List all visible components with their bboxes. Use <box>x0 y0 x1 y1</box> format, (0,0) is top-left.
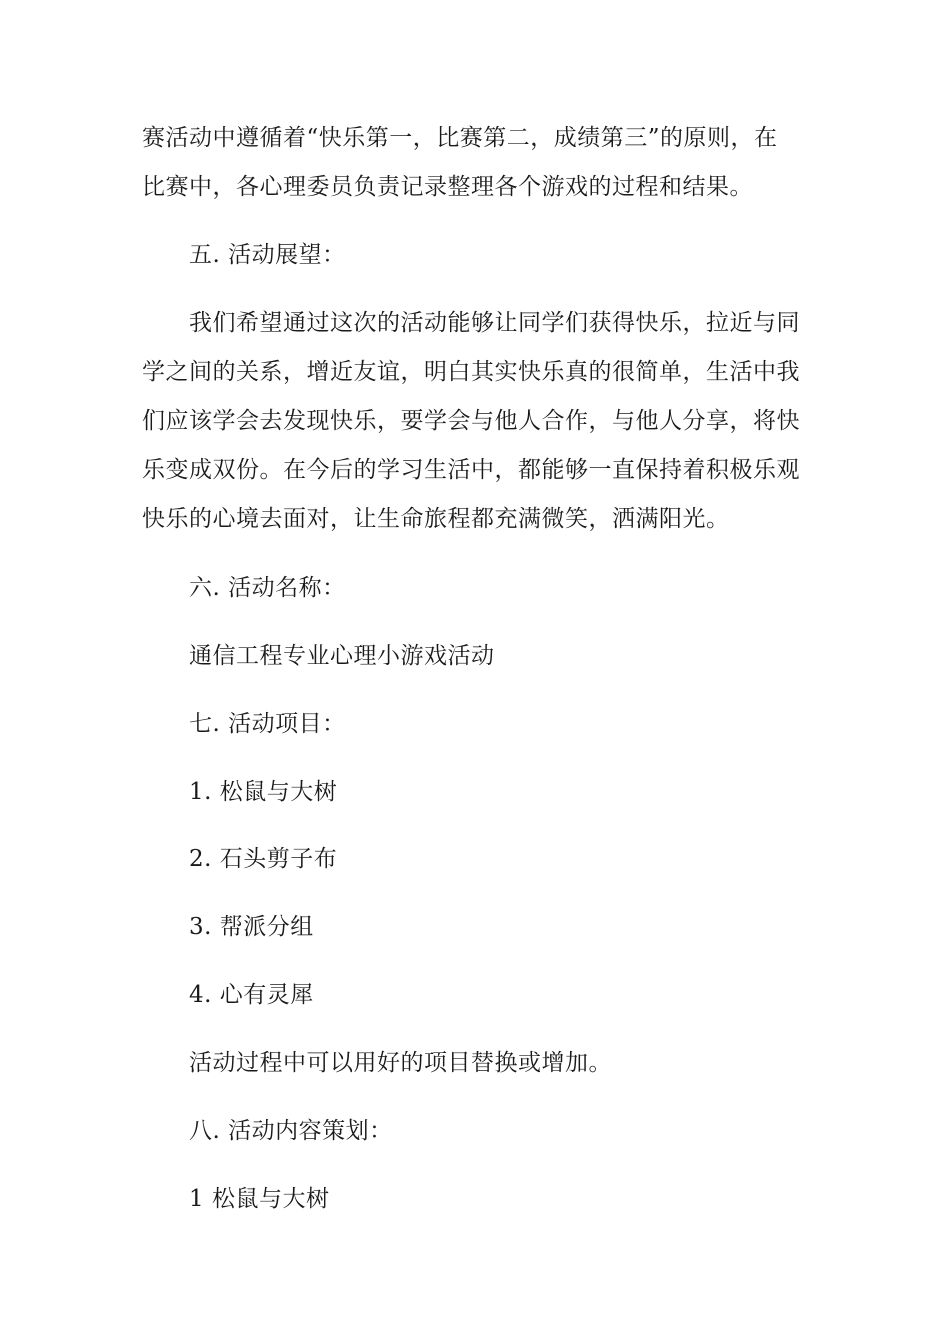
section-heading: 六. 活动名称： <box>189 575 346 601</box>
section-heading: 七. 活动项目： <box>189 711 346 737</box>
list-item: 2. 石头剪子布 <box>189 846 338 872</box>
list-item: 4. 心有灵犀 <box>189 982 314 1008</box>
paragraph-line: 快乐的心境去面对，让生命旅程都充满微笑，洒满阳光。 <box>142 506 730 532</box>
section-heading: 八. 活动内容策划： <box>189 1118 393 1144</box>
list-item: 1. 松鼠与大树 <box>189 779 338 805</box>
list-item: 3. 帮派分组 <box>189 914 314 940</box>
paragraph-line: 赛活动中遵循着“快乐第一，比赛第二，成绩第三”的原则，在 <box>142 125 778 151</box>
paragraph-line: 们应该学会去发现快乐，要学会与他人合作，与他人分享，将快 <box>142 408 800 434</box>
subsection-heading: 1 松鼠与大树 <box>189 1186 330 1212</box>
activity-name: 通信工程专业心理小游戏活动 <box>189 643 495 669</box>
paragraph-line: 学之间的关系，增近友谊，明白其实快乐真的很简单，生活中我 <box>142 359 800 385</box>
paragraph-line: 活动过程中可以用好的项目替换或增加。 <box>189 1050 612 1076</box>
section-heading: 五. 活动展望： <box>189 242 346 268</box>
paragraph-line: 比赛中，各心理委员负责记录整理各个游戏的过程和结果。 <box>142 174 753 200</box>
paragraph-line: 乐变成双份。在今后的学习生活中，都能够一直保持着积极乐观 <box>142 457 800 483</box>
paragraph-line: 我们希望通过这次的活动能够让同学们获得快乐，拉近与同 <box>189 310 800 336</box>
